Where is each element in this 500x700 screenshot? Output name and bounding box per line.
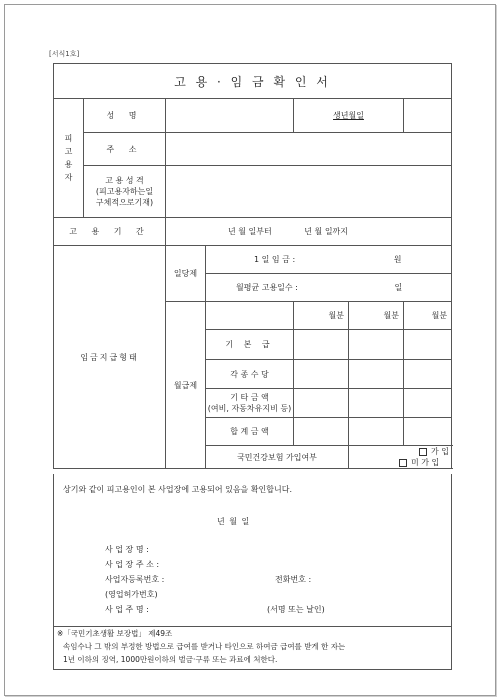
allowance-m1[interactable] xyxy=(294,360,349,389)
footnote-line-2: 속임수나 그 밖의 부정한 방법으로 급여를 받거나 타인으로 하여금 급여를 받게 한 자는 xyxy=(63,642,346,651)
other-amount-label: 기 타 금 액 (여비, 자동차유지비 등) xyxy=(206,389,294,418)
form-title: 고 용 · 임 금 확 인 서 xyxy=(54,64,452,99)
business-address-label: 사 업 장 주 소 : xyxy=(105,560,160,569)
allowance-label: 각 종 수 당 xyxy=(206,360,294,389)
other-m3[interactable] xyxy=(404,389,452,418)
allowance-m2[interactable] xyxy=(349,360,404,389)
date-text: 년 월 일 xyxy=(217,517,251,526)
total-m3[interactable] xyxy=(404,418,452,446)
checkbox-icon[interactable] xyxy=(419,448,427,456)
insurance-yes-option[interactable]: 가 입 xyxy=(419,447,449,456)
birth-label: 생년월일 xyxy=(294,99,404,133)
footnote-line-3: 1년 이하의 징역, 1000만원이하의 벌금·구류 또는 과료에 처한다. xyxy=(63,655,278,664)
total-m1[interactable] xyxy=(294,418,349,446)
name-field[interactable] xyxy=(166,99,294,133)
other-m2[interactable] xyxy=(349,389,404,418)
owner-label: 사 업 주 명 : xyxy=(105,605,149,614)
insurance-options xyxy=(349,446,452,469)
checkbox-icon[interactable] xyxy=(399,459,407,467)
business-name-label: 사 업 장 명 : xyxy=(105,545,149,554)
address-field[interactable] xyxy=(166,133,452,166)
business-reg-label: 사업자등록번호 : xyxy=(105,575,165,584)
business-reg-note: (영업허가번호) xyxy=(105,590,158,599)
daily-wage-field[interactable]: 1 일 임 금 : 원 xyxy=(206,246,452,274)
wage-type-label: 임금지급형태 xyxy=(54,246,166,469)
period-field[interactable] xyxy=(166,218,452,246)
form-number: [서식1호] xyxy=(49,50,80,58)
month-header-blank xyxy=(206,302,294,330)
period-to: 년 월 일까지 xyxy=(304,227,349,236)
daily-label: 일당제 xyxy=(166,246,206,302)
period-from: 년 월 일부터 xyxy=(228,227,272,236)
month-col-2[interactable]: 월분 xyxy=(349,302,404,330)
total-label: 합 계 금 액 xyxy=(206,418,294,446)
basic-pay-m1[interactable] xyxy=(294,330,349,360)
employment-nature-field[interactable] xyxy=(166,166,452,218)
footnote-line-1: ※「국민기초생활 보장법」 제49조 xyxy=(57,629,173,638)
insurance-no-option[interactable]: 미 가 입 xyxy=(399,458,439,467)
allowance-m3[interactable] xyxy=(404,360,452,389)
basic-pay-m3[interactable] xyxy=(404,330,452,360)
birth-field[interactable] xyxy=(404,99,452,133)
name-label: 성 명 xyxy=(84,99,166,133)
document-sheet xyxy=(4,4,496,696)
sign-note: (서명 또는 날인) xyxy=(267,605,325,614)
address-label: 주 소 xyxy=(84,133,166,166)
total-m2[interactable] xyxy=(349,418,404,446)
phone-label: 전화번호 : xyxy=(275,575,312,584)
monthly-days-field[interactable]: 월평균 고용일수 : 일 xyxy=(206,274,452,302)
month-col-1[interactable]: 월분 xyxy=(294,302,349,330)
monthly-label: 월급제 xyxy=(166,302,206,469)
basic-pay-m2[interactable] xyxy=(349,330,404,360)
month-col-3[interactable]: 월분 xyxy=(404,302,452,330)
period-label: 고 용 기 간 xyxy=(54,218,166,246)
basic-pay-label: 기 본 급 xyxy=(206,330,294,360)
employee-group-label: 피고용자 xyxy=(54,99,84,218)
insurance-label: 국민건강보험 가입여부 xyxy=(206,446,349,469)
employment-wage-form xyxy=(53,63,452,469)
confirm-text: 상기와 같이 피고용인이 본 사업장에 고용되어 있음을 확인합니다. xyxy=(63,485,292,494)
other-m1[interactable] xyxy=(294,389,349,418)
employment-nature-label: 고 용 성 격 (피고용자하는일 구체적으로기재) xyxy=(84,166,166,218)
